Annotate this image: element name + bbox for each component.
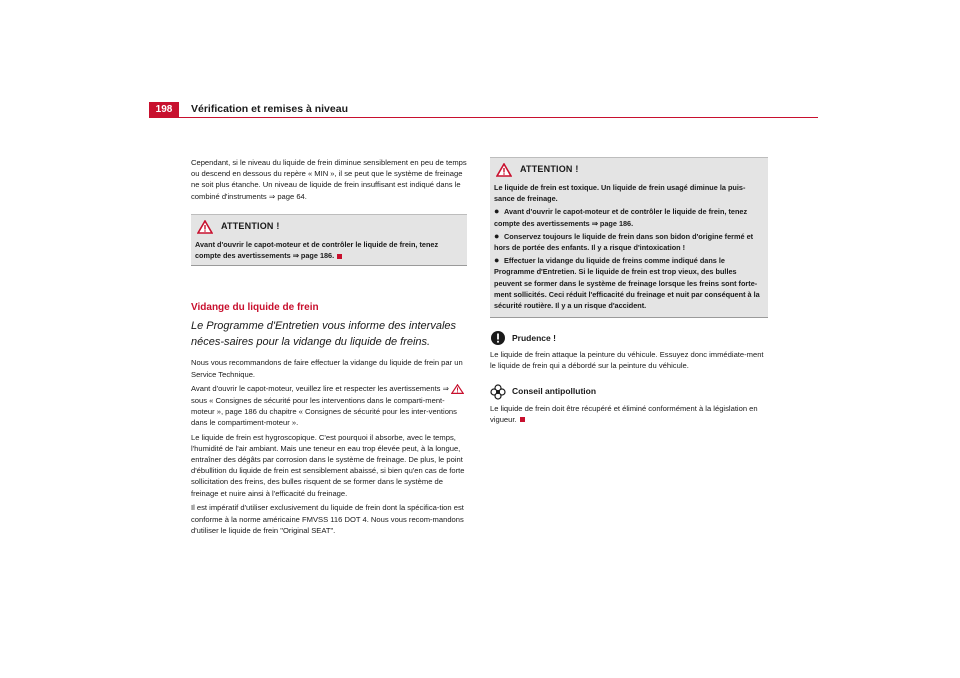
paragraph-level-drop: Cependant, si le niveau du liquide de frein diminue sensiblement en peu de temps ou descend en dessous du repère « MIN », il se peut que le système de freinage ne soit plus étanche. Un niveau de liquide de frein insuffisant est indiqué dans le combiné d'instruments ⇒ page 64. [191, 158, 467, 201]
environment-title: Conseil antipollution [512, 386, 597, 397]
left-column [191, 157, 467, 539]
paragraph-service: Nous vous recommandons de faire effectuer la vidange du liquide de frein par un Service Technique. [191, 358, 463, 379]
paragraph-specification: Il est impératif d'utiliser exclusivement du liquide de frein dont la spécifica-tion est conforme à la norme américaine FMVSS 116 DOT 4. Nous vous recom-mandons d'utiliser le liquide de frein "Original SEAT". [191, 503, 464, 535]
warning-intro: Le liquide de frein est toxique. Un liquide de frein usagé diminue la puis-sance de freinage. [494, 183, 746, 204]
warning-title: ATTENTION ! [520, 164, 579, 175]
bullet-icon: ● [494, 206, 500, 217]
environment-text: Le liquide de frein doit être récupéré et éliminé conformément à la législation en vigueur. [490, 403, 758, 424]
warning-point: ● Conservez toujours le liquide de frein dans son bidon d'origine fermé et hors de portée des enfants. Il y a risque d'intoxication ! [494, 230, 754, 253]
caution-exclamation-icon [490, 330, 506, 346]
warning-title: ATTENTION ! [221, 221, 280, 232]
bullet-icon: ● [494, 230, 500, 241]
header-divider [149, 117, 818, 118]
warning-triangle-icon [197, 220, 213, 234]
right-column [490, 157, 768, 429]
warning-point: ● Avant d'ouvrir le capot-moteur et de contrôler le liquide de frein, tenez compte des avertissements ⇒ page 186. [494, 206, 748, 228]
caution-title: Prudence ! [512, 332, 556, 343]
environment-header [490, 384, 768, 400]
caution-header [490, 330, 768, 346]
warning-point: ● Effectuer la vidange du liquide de freins comme indiqué dans le Programme d'Entretien. Si le liquide de frein est trop vieux, des bulles peuvent se former dans le système de freinage lorsque les freins sont forte-ment sollicités. Ceci réduit l'efficacité du freinage et nuit par conséquent à la sécurité routière. Il y a un risque d'accident. [494, 255, 760, 311]
end-marker [520, 417, 525, 422]
warning-box-1 [191, 214, 467, 266]
warning-header [191, 215, 467, 239]
paragraph-hygroscopic: Le liquide de frein est hygroscopique. C'est pourquoi il absorbe, avec le temps, l'humidité de l'air ambiant. Mais une teneur en eau trop élevée peut, à la longue, entraîner des dégâts par corrosion dans le système de freinage. De plus, le point d'ébullition du liquide de frein est sensiblement abaissé, si bien qu'en cas de forte sollicitation des freins, des bulles risquent de se former dans le système de freinage et nuire ainsi à l'efficacité du freinage. [191, 432, 465, 498]
end-marker [337, 254, 342, 259]
warning-header [490, 158, 768, 182]
warning-triangle-icon [496, 163, 512, 177]
warning-triangle-icon [451, 384, 464, 394]
warning-text: Avant d'ouvrir le capot-moteur et de contrôler le liquide de frein, tenez compte des avertissements ⇒ page 186. [195, 239, 439, 261]
caution-text: Le liquide de frein attaque la peinture du véhicule. Essuyez donc immédiate-ment le liquide de frein qui a débordé sur la peinture du véhicule. [490, 350, 764, 371]
section-title: Vidange du liquide de frein [191, 302, 319, 314]
bullet-icon: ● [494, 255, 500, 266]
flower-environment-icon [490, 384, 506, 400]
section-intro: Le Programme d'Entretien vous informe des intervales néces-saires pour la vidange du liquide de freins. [191, 320, 457, 348]
warning-body [490, 182, 768, 317]
warning-box-2 [490, 157, 768, 318]
page-header-title: Vérification et remises à niveau [191, 103, 348, 115]
page-number: 198 [149, 102, 179, 117]
paragraph-hood-warning: Avant d'ouvrir le capot-moteur, veuillez lire et respecter les avertissements ⇒sous « Consignes de sécurité pour les interventions dans le comparti-ment-moteur », page 186 du chapitre « Consignes de sécurité pour les inter-ventions dans le compartiment-moteur ». [191, 383, 467, 428]
